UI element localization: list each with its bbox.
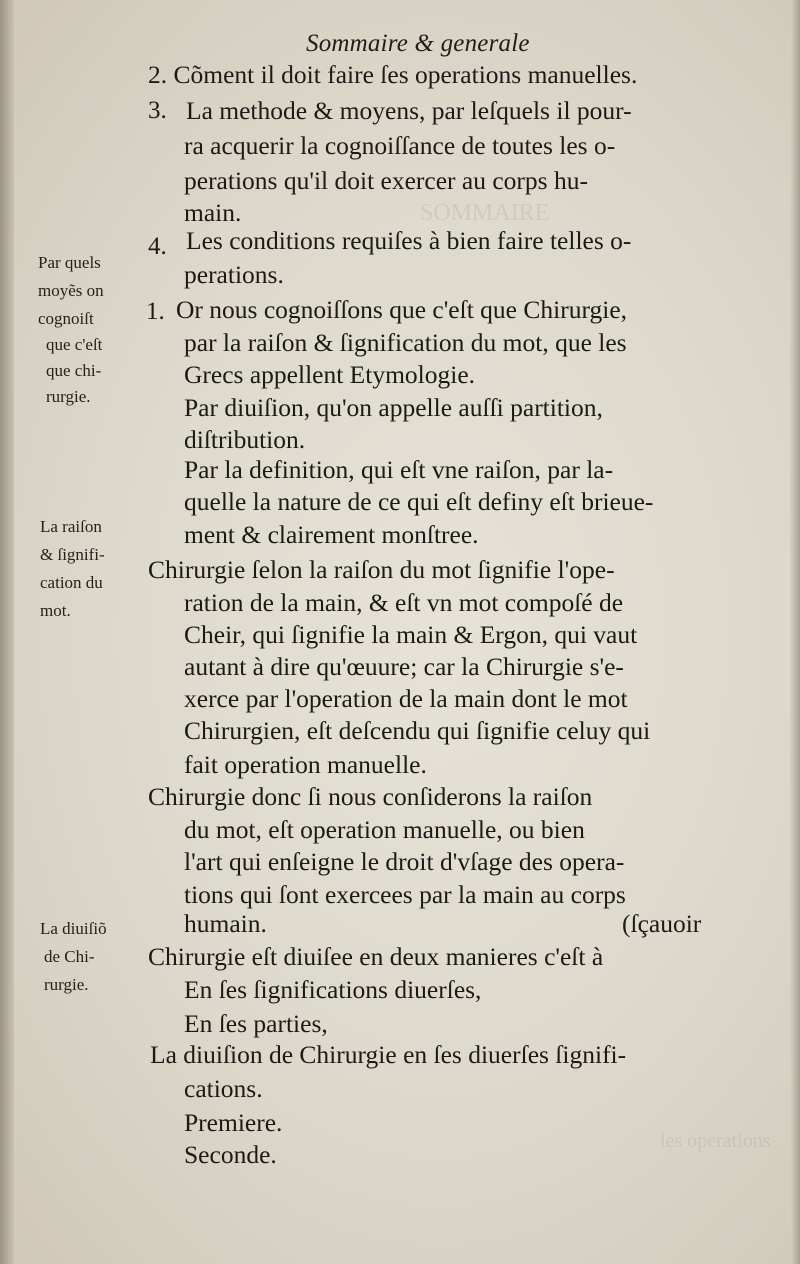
margin-note-line: cognoiſt — [38, 309, 94, 328]
body-line: tions qui ſont exercees par la main au corps — [184, 880, 626, 909]
body-line: perations qu'il doit exercer au corps hu- — [184, 166, 588, 195]
body-line: ra acquerir la cognoiſſance de toutes les o- — [184, 131, 616, 160]
body-line: La diuiſion de Chirurgie en ſes diuerſes ſignifi- — [150, 1040, 627, 1069]
margin-note-line: & ſignifi- — [40, 545, 105, 564]
bleed-through-text: SOMMAIRE — [420, 200, 550, 226]
body-line: Or nous cognoiſſons que c'eſt que Chirurgie, — [176, 295, 628, 324]
body-line: En ſes parties, — [184, 1009, 328, 1038]
body-line: Les conditions requiſes à bien faire telles o- — [186, 226, 632, 255]
margin-note-line: Par quels — [38, 253, 101, 272]
body-line: (ſçauoir — [622, 909, 702, 938]
running-header: Sommaire & generale — [306, 30, 530, 57]
body-line: En ſes ſignifications diuerſes, — [184, 975, 482, 1004]
bleed-through-text: les operations — [660, 1130, 771, 1152]
margin-note-line: cation du — [40, 573, 103, 592]
body-line: Cheir, qui ſignifie la main & Ergon, qui vaut — [184, 620, 638, 649]
margin-note-line: moyẽs on — [38, 281, 104, 300]
body-line: du mot, eſt operation manuelle, ou bien — [184, 815, 585, 844]
margin-note-line: que c'eſt — [46, 335, 103, 354]
margin-note-line: mot. — [40, 601, 71, 620]
body-line: cations. — [184, 1074, 263, 1103]
page-left-edge-shadow — [0, 0, 14, 1264]
body-line: 2. Cõment il doit faire ſes operations manuelles. — [148, 60, 638, 89]
body-line: Seconde. — [184, 1140, 277, 1169]
body-line: xerce par l'operation de la main dont le mot — [184, 684, 628, 713]
body-line: Chirurgie ſelon la raiſon du mot ſignifie l'ope- — [148, 555, 615, 584]
margin-note-line: La diuiſiõ — [40, 919, 107, 938]
body-line: Chirurgien, eſt deſcendu qui ſignifie celuy qui — [184, 716, 651, 745]
body-line: par la raiſon & ſignification du mot, que les — [184, 328, 627, 357]
body-line: Chirurgie donc ſi nous conſiderons la raiſon — [148, 782, 593, 811]
body-line: Par la definition, qui eſt vne raiſon, par la- — [184, 455, 614, 484]
margin-note-line: La raiſon — [40, 517, 102, 536]
body-line: Premiere. — [184, 1108, 283, 1137]
body-line: main. — [184, 198, 242, 227]
body-line: fait operation manuelle. — [184, 750, 427, 779]
body-line: perations. — [184, 260, 284, 289]
body-line: ration de la main, & eſt vn mot compoſé de — [184, 588, 624, 617]
item-number: 1. — [146, 298, 165, 325]
body-line: Grecs appellent Etymologie. — [184, 360, 476, 389]
page-right-edge-shadow — [790, 0, 800, 1264]
item-number: 3. — [148, 97, 167, 124]
margin-note-line: de Chi- — [44, 947, 95, 966]
item-number: 4. — [148, 233, 167, 260]
margin-note-line: rurgie. — [46, 387, 91, 406]
margin-note-line: que chi- — [46, 361, 102, 380]
body-line: humain. — [184, 909, 267, 938]
body-line: diſtribution. — [184, 425, 306, 454]
body-line: autant à dire qu'œuure; car la Chirurgie s'e- — [184, 652, 624, 681]
body-line: Chirurgie eſt diuiſee en deux manieres c'eſt à — [148, 942, 604, 971]
margin-note-line: rurgie. — [44, 975, 89, 994]
body-line: l'art qui enſeigne le droit d'vſage des opera- — [184, 847, 625, 876]
body-line: ment & clairement monſtree. — [184, 520, 479, 549]
body-line: La methode & moyens, par leſquels il pour- — [186, 96, 632, 125]
body-line: quelle la nature de ce qui eſt definy eſt brieue- — [184, 487, 654, 516]
body-line: Par diuiſion, qu'on appelle auſſi partition, — [184, 393, 603, 422]
